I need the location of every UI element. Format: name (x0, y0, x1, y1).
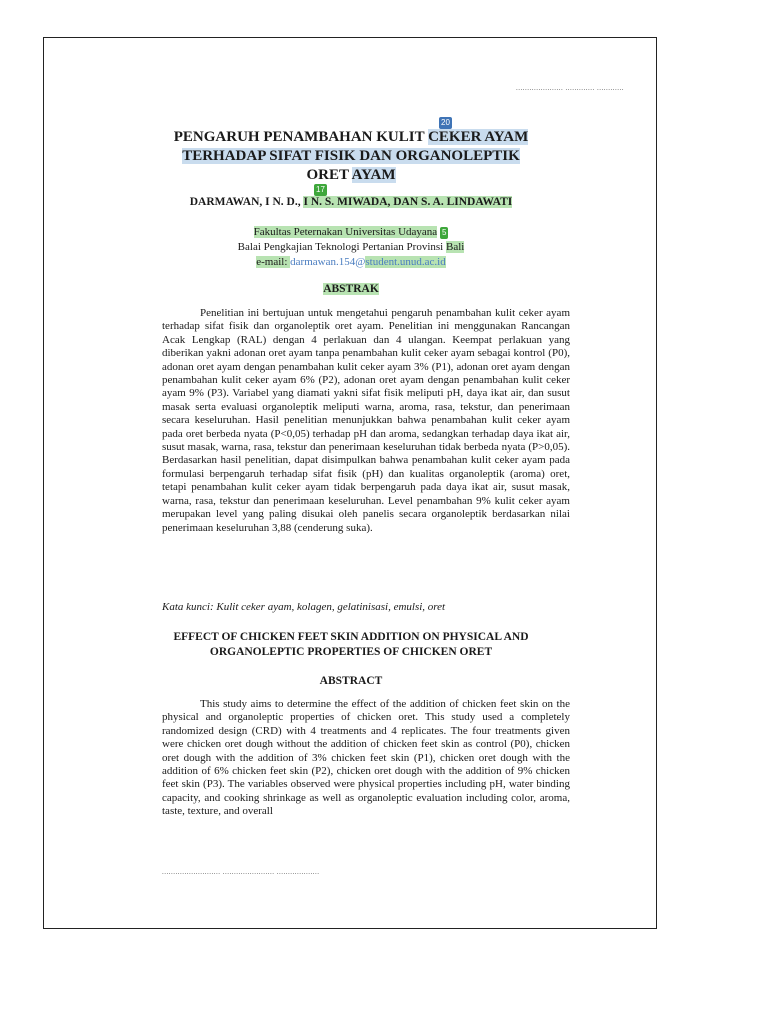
annotation-badge: 17 (316, 185, 325, 194)
title-line1: PENGARUH PENAMBAHAN KULIT (173, 129, 429, 145)
email-link-domain[interactable]: student.unud.ac.id (365, 256, 446, 268)
paper-title (44, 118, 658, 185)
email-label: e-mail (256, 256, 285, 268)
title-line2: TERHADAP SIFAT FISIK DAN ORGANOLEPTIK (182, 148, 520, 164)
authors (44, 185, 658, 208)
title-highlight: CEKER AYAM (428, 129, 529, 145)
keywords: Kata kunci: Kulit ceker ayam, kolagen, gelatinisasi, emulsi, oret (162, 601, 446, 613)
abstract-body (162, 698, 570, 819)
authors-highlight: I N. S. MIWADA, DAN S. A. LINDAWATI (303, 196, 513, 208)
authors-plain: DARMAWAN, I N. D., (189, 196, 304, 208)
document-page (43, 37, 657, 929)
english-title: EFFECT OF CHICKEN FEET SKIN ADDITION ON PHYSICAL AND ORGANOLEPTIC PROPERTIES OF CHICKEN ORET (173, 631, 529, 658)
footer-dots: .......................... ....................... ................... (162, 868, 320, 876)
abstract-heading: ABSTRACT (319, 675, 383, 687)
title-line3: ORET (306, 167, 352, 183)
affiliation: Fakultas Peternakan Universitas Udayana 5 Balai Pengkajian Teknologi Pertanian Provinsi Bali e-mail: darmawan.154@student.unud.ac.id (237, 226, 465, 268)
abstract-paragraph: This study aims to determine the effect of the addition of chicken feet skin on the physical and organoleptic properties of chicken oret. This study used a completely randomized design (CRD) with 4 treatments and 4 replicates. The four treatments given were chicken oret dough without the addition of chicken feet skin as control (P0), chicken oret dough with the addition of 3% chicken feet skin (P1), chicken oret dough with the addition of 6% chicken feet skin (P2), chicken oret dough with the addition of 9% chicken feet skin (P3). The variables observed were physical properties including pH, water binding capacity, and cooking shrinkage as well as organoleptic evaluation including color, aroma, taste, texture, and overall (162, 698, 570, 818)
abstrak-body (162, 307, 570, 535)
affiliation-line1: Fakultas Peternakan Universitas Udayana (253, 226, 438, 238)
annotation-badge: 5 (441, 228, 447, 237)
affiliation-line2: Balai Pengkajian Teknologi Pertanian Provinsi (237, 241, 446, 253)
abstrak-heading: ABSTRAK (323, 283, 379, 295)
annotation-badge: 20 (441, 118, 450, 127)
abstrak-paragraph: Penelitian ini bertujuan untuk mengetahui pengaruh penambahan kulit ceker ayam terhadap sifat fisik dan organoleptik oret ayam. Penelitian ini menggunakan Rancangan Acak Lengkap (RAL) dengan 4 perlakuan dan 4 ulangan. Keempat perlakuan yang diberikan yakni adonan oret ayam tanpa penambahan kulit ceker ayam sebagai kontrol (P0), adonan oret ayam dengan penambahan kulit ceker ayam 3% (P1), adonan oret ayam dengan penambahan kulit ceker ayam 6% (P2), adonan oret ayam dengan penambahan kulit ceker ayam 9% (P3). Variabel yang diamati yakni sifat fisik meliputi pH, daya ikat air, dan susut masak serta evaluasi organoleptik meliputi warna, aroma, rasa, tekstur, dan penerimaan secara keseluruhan. Hasil penelitian menunjukkan bahwa penambahan kulit ceker ayam pada oret berbeda nyata (P<0,05) terhadap pH dan aroma, sedangkan terhadap daya ikat air, susut masak, warna, rasa, tekstur dan penerimaan keseluruhan tidak berbeda nyata (P>0,05). Berdasarkan hasil penelitian, dapat disimpulkan bahwa penambahan kulit ceker ayam pada formulasi berpengaruh terhadap sifat fisik (pH) dan kualitas organoleptik (aroma) oret, tetapi penambahan kulit ceker ayam tidak berpengaruh pada daya ikat air, susut masak, warna, rasa, tekstur dan penerimaan keseluruhan. Level penambahan 9% kulit ceker ayam merupakan level yang paling disukai oleh panelis secara organoleptik berdasarkan nilai penerimaan keseluruhan 3,88 (cenderung suka). (162, 307, 570, 534)
title-highlight: AYAM (351, 167, 396, 183)
header-dots: ..................... ............. ............ (516, 84, 624, 92)
email-link-user[interactable]: darmawan.154@ (290, 256, 366, 268)
affiliation-highlight: Bali (445, 241, 465, 253)
